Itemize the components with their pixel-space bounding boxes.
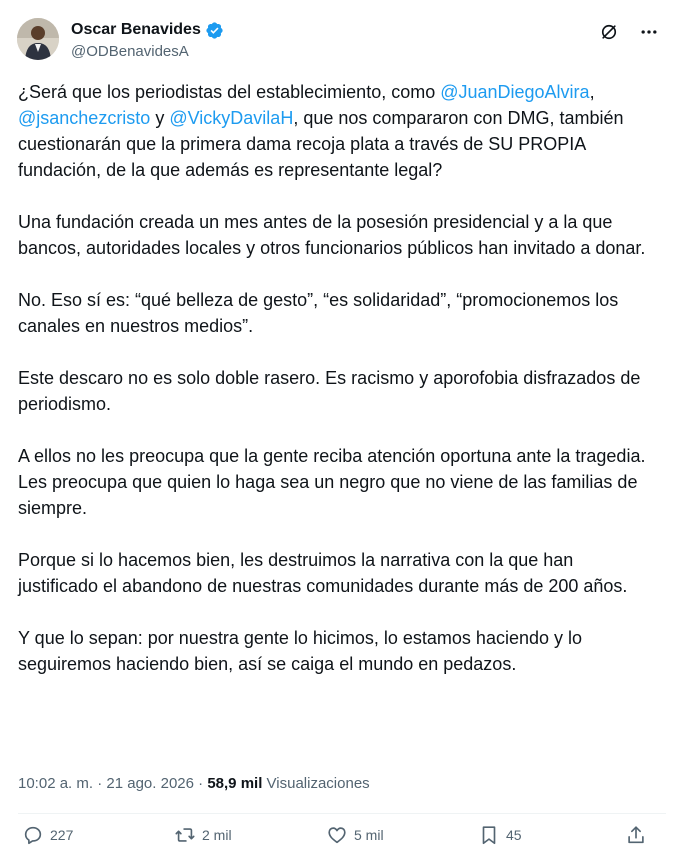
- tweet-paragraph: No. Eso sí es: “qué belleza de gesto”, “es solidaridad”, “promocionemos los canales en nuestros medios”.: [18, 290, 619, 336]
- text-run: y: [150, 108, 170, 128]
- meta-separator: ·: [193, 775, 208, 792]
- more-options-icon[interactable]: [639, 22, 659, 42]
- action-bar: [14, 824, 664, 855]
- tweet-paragraph: Este descaro no es solo doble rasero. Es racismo y aporofobia disfrazados de periodismo.: [18, 368, 641, 414]
- bookmark-button[interactable]: [478, 824, 522, 846]
- text-run: , que nos compararon con DMG, también cuestionarán que la primera dama recoja plata a través de SU PROPIA fundación, de la que además es representante legal?: [18, 108, 624, 180]
- bookmark-count: 45: [506, 827, 522, 843]
- tweet-text: [18, 79, 658, 677]
- reply-count: 227: [50, 827, 74, 843]
- like-button[interactable]: [326, 824, 384, 846]
- repost-icon: [174, 824, 196, 846]
- tweet-time[interactable]: 10:02 a. m.: [18, 775, 94, 792]
- display-name-text[interactable]: Oscar Benavides: [71, 21, 201, 38]
- tweet-paragraph: Una fundación creada un mes antes de la posesión presidencial y a la que bancos, autoridades locales y otros funcionarios públicos han invitado a donar.: [18, 212, 646, 258]
- mention-link[interactable]: @JuanDiegoAlvira: [440, 82, 590, 102]
- header-actions: [599, 22, 659, 42]
- avatar[interactable]: [17, 18, 59, 60]
- repost-button[interactable]: [174, 824, 232, 846]
- share-button[interactable]: [625, 824, 647, 846]
- share-icon: [625, 824, 647, 846]
- bookmark-icon: [478, 824, 500, 846]
- reply-icon: [22, 824, 44, 846]
- tweet-paragraph: A ellos no les preocupa que la gente reciba atención oportuna ante la tragedia. Les preocupa que quien lo haga sea un negro que no viene de las familias de siempre.: [18, 446, 646, 518]
- tweet-paragraph: [18, 79, 658, 183]
- tweet-meta: [18, 773, 370, 795]
- divider: [18, 813, 666, 814]
- tweet-date[interactable]: 21 ago. 2026: [106, 775, 194, 792]
- heart-icon: [326, 824, 348, 846]
- tweet-paragraph: Porque si lo hacemos bien, les destruimos la narrativa con la que han justificado el abandono de nuestras comunidades durante más de 200 años.: [18, 550, 628, 596]
- verified-badge-icon: [205, 21, 224, 40]
- meta-separator: ·: [93, 775, 107, 792]
- reply-button[interactable]: [22, 824, 73, 846]
- text-run: ,: [589, 82, 595, 102]
- text-run: ¿Será que los periodistas del establecimiento, como: [18, 82, 441, 102]
- grok-icon[interactable]: [599, 22, 619, 42]
- views-label: Visualizaciones: [266, 775, 370, 792]
- repost-count: 2 mil: [202, 827, 232, 843]
- mention-link[interactable]: @jsanchezcristo: [18, 108, 151, 128]
- author-handle[interactable]: @ODBenavidesA: [71, 43, 189, 60]
- tweet-header: [17, 14, 667, 70]
- like-count: 5 mil: [354, 827, 384, 843]
- author-display-name[interactable]: [71, 20, 224, 40]
- tweet-paragraph: Y que lo sepan: por nuestra gente lo hicimos, lo estamos haciendo y lo seguiremos haciendo bien, así se caiga el mundo en pedazos.: [18, 628, 583, 674]
- views-count: 58,9 mil: [207, 775, 263, 792]
- author-names: [71, 20, 224, 62]
- mention-link[interactable]: @VickyDavilaH: [169, 108, 294, 128]
